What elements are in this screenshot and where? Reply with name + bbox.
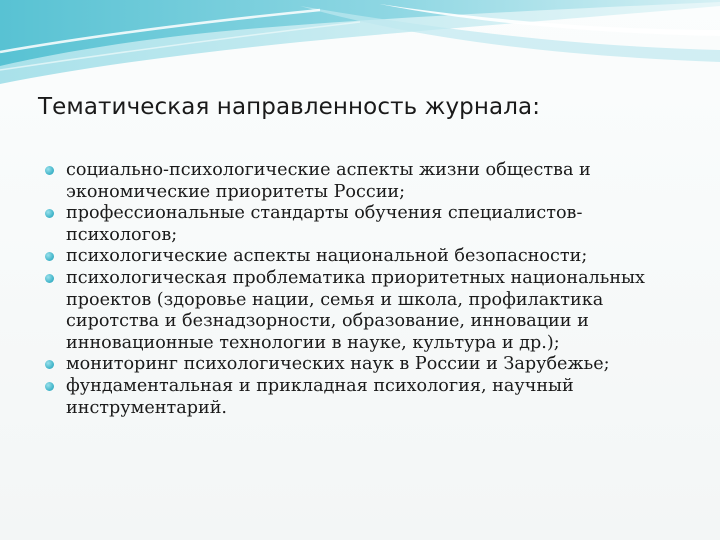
round-bullet-icon: [45, 382, 54, 391]
slide-title: Тематическая направленность журнала:: [38, 94, 541, 120]
round-bullet-icon: [45, 166, 54, 175]
round-bullet-icon: [45, 360, 54, 369]
bullet-item: [44, 268, 680, 354]
round-bullet-icon: [45, 209, 54, 218]
bullet-text: психологические аспекты национальной безопасности;: [66, 246, 588, 267]
bullet-list: [44, 160, 680, 419]
round-bullet-icon: [45, 252, 54, 261]
slide-content: [44, 160, 680, 419]
bullet-item: [44, 354, 680, 376]
bullet-text: социально-психологические аспекты жизни общества и экономические приоритеты России;: [66, 160, 591, 202]
bullet-text: психологическая проблематика приоритетных национальных проектов (здоровье нации, семья и школа, профилактика сиротства и безнадзорности, образование, инновации и инновационные технологии в науке, культура и др.);: [66, 267, 645, 353]
bullet-item: [44, 160, 680, 203]
bullet-text: мониторинг психологических наук в России и Зарубежье;: [66, 354, 610, 375]
bullet-item: [44, 203, 680, 246]
bullet-text: профессиональные стандарты обучения специалистов-психологов;: [66, 203, 583, 245]
bullet-text: фундаментальная и прикладная психология, научный инструментарий.: [66, 375, 574, 418]
round-bullet-icon: [45, 274, 54, 283]
header-wave-decoration: [0, 0, 720, 90]
bullet-item: [44, 376, 680, 419]
bullet-item: [44, 246, 680, 268]
